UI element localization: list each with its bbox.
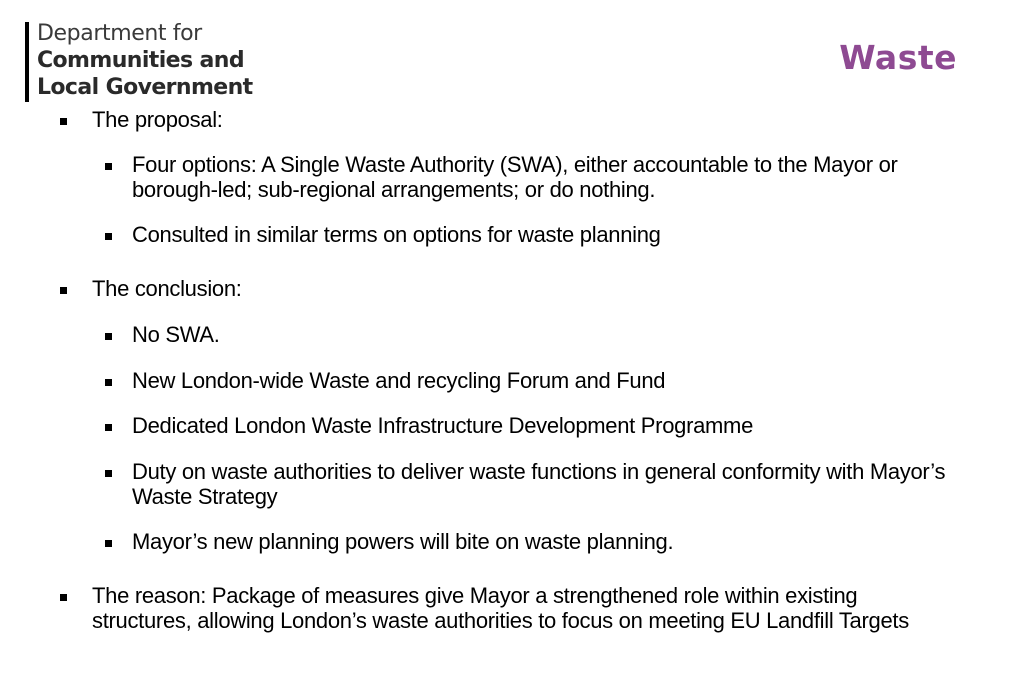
square-bullet-icon (105, 379, 112, 386)
list-item-four-options (103, 153, 963, 202)
square-bullet-icon (105, 333, 112, 340)
list-item-text: Mayor’s new planning powers will bite on waste planning. (132, 529, 674, 554)
list-item-no-swa (103, 323, 963, 348)
list-item-text: The proposal: (92, 107, 223, 132)
square-bullet-icon (60, 594, 67, 601)
list-item-text: Dedicated London Waste Infrastructure Development Programme (132, 413, 754, 438)
list-item-planning-powers (103, 530, 963, 555)
list-item-text: New London-wide Waste and recycling Forum and Fund (132, 368, 666, 393)
square-bullet-icon (105, 163, 112, 170)
list-item-forum-fund (103, 369, 963, 394)
logo-line-3: Local Government (37, 75, 253, 100)
logo-bar (25, 22, 29, 102)
list-item-text: The reason: Package of measures give Mayor a strengthened role within existing structures, allowing London’s waste authorities to focus on meeting EU Landfill Targets (92, 583, 909, 633)
list-item-text: Four options: A Single Waste Authority (SWA), either accountable to the Mayor or borough-led; sub-regional arrangements; or do nothing. (132, 152, 898, 202)
slide-title: Waste (839, 38, 957, 77)
list-item-consulted (103, 223, 963, 248)
logo-line-2: Communities and (37, 48, 244, 73)
list-item-conclusion (57, 277, 947, 302)
square-bullet-icon (60, 287, 67, 294)
list-item-proposal (57, 108, 947, 133)
list-item-text: The conclusion: (92, 276, 242, 301)
list-item-reason (57, 584, 947, 633)
list-item-text: No SWA. (132, 322, 220, 347)
list-item-text: Consulted in similar terms on options for waste planning (132, 222, 661, 247)
square-bullet-icon (105, 540, 112, 547)
logo-line-1: Department for (37, 21, 202, 46)
logo-text (37, 20, 253, 101)
square-bullet-icon (105, 233, 112, 240)
list-item-infrastructure (103, 414, 963, 439)
square-bullet-icon (105, 470, 112, 477)
square-bullet-icon (105, 424, 112, 431)
square-bullet-icon (60, 118, 67, 125)
list-item-text: Duty on waste authorities to deliver waste functions in general conformity with Mayor’s Waste Strategy (132, 459, 946, 509)
list-item-duty (103, 460, 963, 509)
